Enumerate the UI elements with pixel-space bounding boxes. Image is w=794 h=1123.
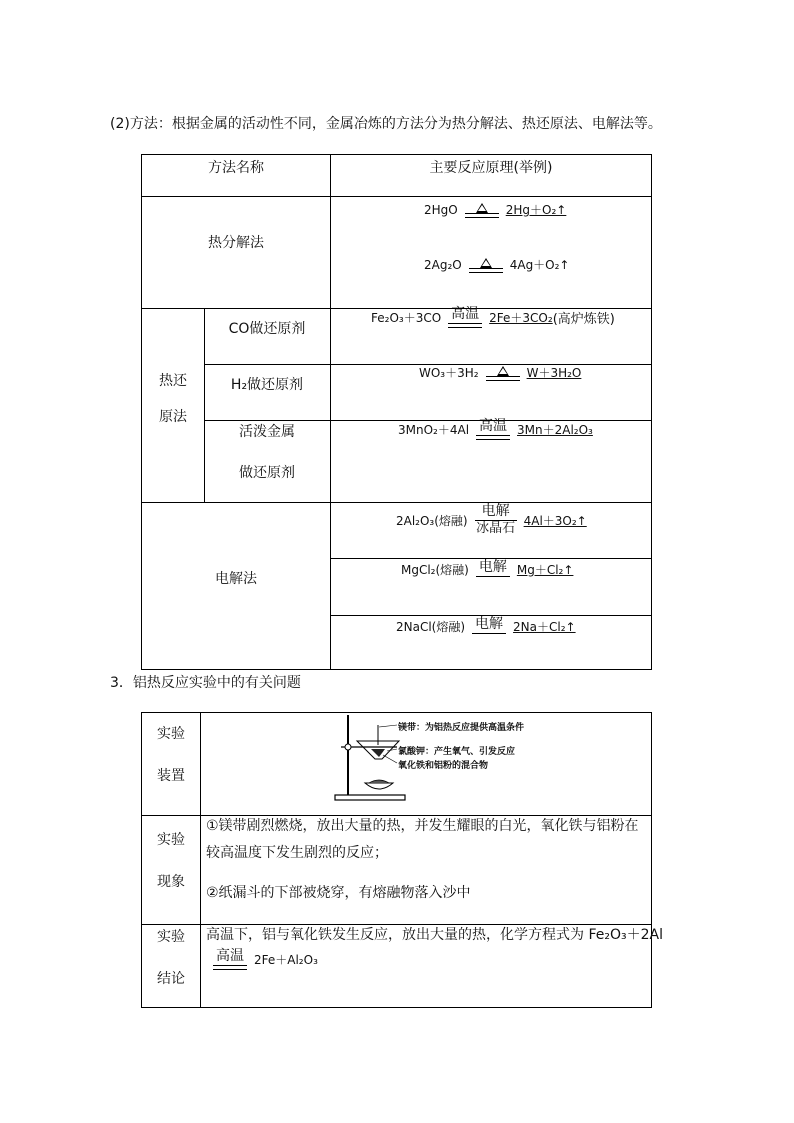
equation-h2-reduction: WO₃＋3H₂ W＋3H₂O (419, 366, 582, 380)
conclusion-equation: 高温 2Fe＋Al₂O₃ (210, 949, 318, 970)
method-thermal-decomposition: 热分解法 (208, 235, 264, 251)
header-method-name: 方法名称 (208, 160, 264, 176)
annotation-potassium-chlorate: 氯酸钾：产生氧气、引发反应 (398, 747, 516, 757)
agent-h2: H₂做还原剂 (230, 377, 304, 393)
phenomenon-line1: ①镁带剧烈燃烧，放出大量的热，并发生耀眼的白光，氧化铁与铝粉在 (206, 818, 639, 834)
conclusion-line1: 高温下，铝与氧化铁发生反应，放出大量的热，化学方程式为 Fe₂O₃＋2Al (206, 927, 663, 943)
label-apparatus-line1: 实验 (157, 726, 185, 742)
annotation-mixture: 氧化铁和铝粉的混合物 (398, 761, 489, 771)
equation-co-reduction: Fe₂O₃＋3CO 高温 2Fe＋3CO₂ (高炉炼铁) (371, 306, 615, 327)
equation-nacl-electrolysis: 2NaCl(熔融) 电解 2Na＋Cl₂↑ (396, 616, 576, 634)
equation-mgcl2-electrolysis: MgCl₂(熔融) 电解 Mg＋Cl₂↑ (401, 559, 574, 577)
heat-triangle-icon (476, 203, 488, 213)
phenomenon-line2: 较高温度下发生剧烈的反应； (206, 845, 388, 861)
label-phenomenon-line2: 现象 (157, 874, 185, 890)
agent-active-metal-line2: 做还原剂 (239, 465, 295, 481)
method-thermal-reduction-line1: 热还 (159, 373, 187, 389)
heat-triangle-icon (480, 258, 492, 268)
annotation-magnesium-ribbon: 镁带：为铝热反应提供高温条件 (398, 723, 525, 733)
label-conclusion-line2: 结论 (157, 971, 185, 987)
agent-co: CO做还原剂 (228, 321, 306, 337)
phenomenon-line3: ②纸漏斗的下部被烧穿，有熔融物落入沙中 (206, 885, 471, 901)
section-3-title: 3．铝热反应实验中的有关问题 (110, 675, 301, 691)
thermite-experiment-table (141, 712, 663, 1008)
method-thermal-reduction-line2: 原法 (159, 409, 187, 425)
agent-active-metal-line1: 活泼金属 (239, 424, 295, 440)
equation-ag2o: 2Ag₂O 4Ag＋O₂↑ (424, 257, 570, 272)
header-reaction-principle: 主要反应原理(举例) (429, 160, 553, 176)
label-conclusion-line1: 实验 (157, 929, 185, 945)
equation-al2o3-electrolysis: 2Al₂O₃(熔融) 电解 冰晶石 4Al＋3O₂↑ (396, 503, 587, 536)
smelting-methods-table (141, 154, 652, 670)
heat-triangle-icon (497, 366, 509, 376)
label-phenomenon-line1: 实验 (157, 832, 185, 848)
label-apparatus-line2: 装置 (157, 768, 185, 784)
intro-text: (2)方法：根据金属的活动性不同，金属冶炼的方法分为热分解法、热还原法、电解法等。 (110, 116, 662, 132)
equation-hgo: 2HgO 2Hg＋O₂↑ (424, 202, 567, 217)
equation-aluminothermic: 3MnO₂＋4Al 高温 3Mn＋2Al₂O₃ (398, 419, 593, 440)
method-electrolysis: 电解法 (215, 571, 257, 587)
